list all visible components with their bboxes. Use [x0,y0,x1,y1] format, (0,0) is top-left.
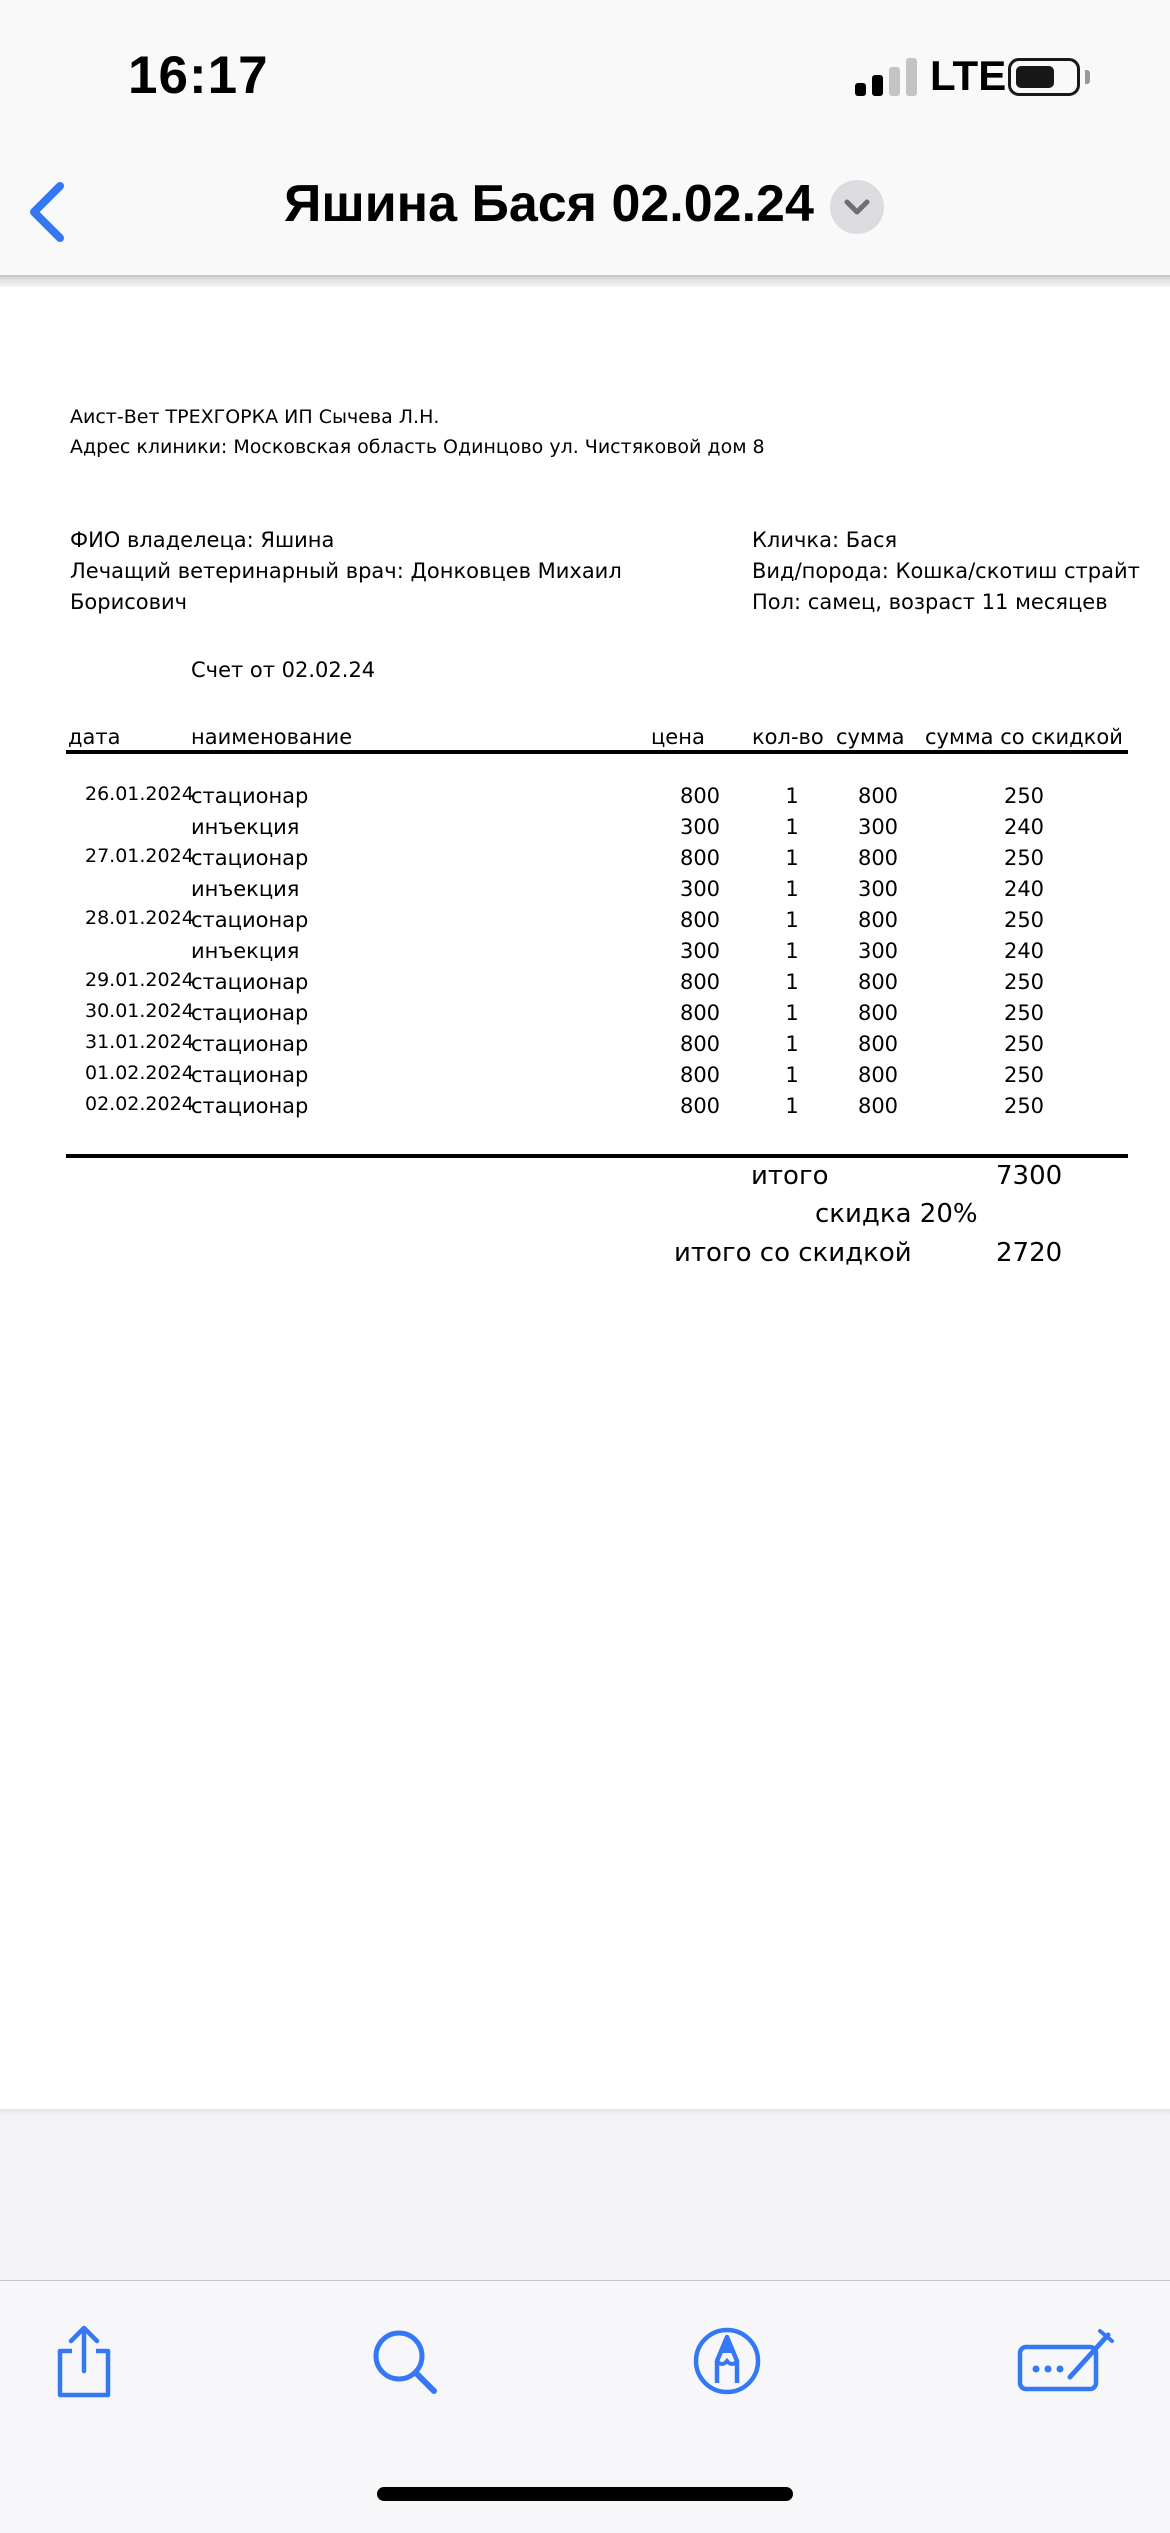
row-price: 300 [679,939,721,963]
total-label: итого [751,1161,829,1191]
row-discounted-sum: 240 [1003,877,1045,901]
total-discounted-value: 2720 [996,1238,1063,1268]
home-indicator[interactable] [377,2487,793,2501]
column-header-discounted: сумма со скидкой [925,725,1123,749]
network-type: LTE [930,52,1007,99]
row-item-name: стационар [191,1032,309,1056]
column-header-price: цена [651,725,705,749]
row-qty: 1 [785,939,799,963]
row-date: 02.02.2024 [85,1093,194,1115]
pet-name: Кличка: Бася [752,528,898,552]
row-item-name: инъекция [191,877,300,901]
row-qty: 1 [785,815,799,839]
header-rule [66,750,1128,754]
row-item-name: стационар [191,846,309,870]
row-qty: 1 [785,1063,799,1087]
row-qty: 1 [785,1001,799,1025]
row-item-name: стационар [191,1094,309,1118]
row-date: 27.01.2024 [85,845,194,867]
row-discounted-sum: 250 [1003,970,1045,994]
document-title[interactable]: Яшина Бася 02.02.24 [284,175,814,233]
row-discounted-sum: 250 [1003,846,1045,870]
row-discounted-sum: 250 [1003,1094,1045,1118]
signature-button[interactable] [1016,2321,1116,2401]
owner-name: ФИО владелеца: Яшина [70,528,335,552]
row-price: 800 [679,908,721,932]
row-sum: 800 [857,1094,899,1118]
row-date: 28.01.2024 [85,907,194,929]
search-icon [364,2321,444,2401]
row-discounted-sum: 250 [1003,1063,1045,1087]
row-price: 800 [679,1032,721,1056]
document-top-edge [0,277,1170,287]
row-date: 30.01.2024 [85,1000,194,1022]
title-menu-button[interactable] [830,180,884,234]
row-qty: 1 [785,846,799,870]
row-qty: 1 [785,877,799,901]
row-sum: 800 [857,1063,899,1087]
row-item-name: стационар [191,970,309,994]
row-price: 300 [679,877,721,901]
pet-breed: Вид/порода: Кошка/скотиш страйт [752,559,1140,583]
row-sum: 300 [857,939,899,963]
row-qty: 1 [785,970,799,994]
clinic-address: Адрес клиники: Московская область Одинцово ул. Чистяковой дом 8 [70,436,765,458]
row-date: 29.01.2024 [85,969,194,991]
battery-tip [1085,70,1090,84]
clinic-name: Аист-Вет ТРЕХГОРКА ИП Сычева Л.Н. [70,406,440,428]
row-sum: 800 [857,908,899,932]
chevron-down-icon [830,180,884,234]
status-bar [0,0,1170,150]
row-qty: 1 [785,1094,799,1118]
row-discounted-sum: 250 [1003,1001,1045,1025]
share-button[interactable] [44,2321,124,2401]
row-discounted-sum: 250 [1003,784,1045,808]
row-sum: 800 [857,970,899,994]
chevron-left-icon [20,170,80,250]
column-header-name: наименование [191,725,353,749]
share-icon [44,2321,124,2401]
row-price: 300 [679,815,721,839]
row-item-name: инъекция [191,815,300,839]
discount-label: скидка 20% [815,1199,978,1229]
column-header-qty: кол-во [752,725,824,749]
row-price: 800 [679,970,721,994]
row-price: 800 [679,1094,721,1118]
row-sum: 300 [857,877,899,901]
row-date: 01.02.2024 [85,1062,194,1084]
row-price: 800 [679,846,721,870]
doctor-name-line2: Борисович [70,590,188,614]
row-qty: 1 [785,908,799,932]
column-header-sum: сумма [836,725,905,749]
row-sum: 800 [857,1001,899,1025]
total-value: 7300 [996,1161,1063,1191]
invoice-title: Счет от 02.02.24 [191,658,376,682]
row-sum: 300 [857,815,899,839]
search-button[interactable] [364,2321,444,2401]
row-date: 26.01.2024 [85,783,194,805]
document-bottom-edge [0,2109,1170,2115]
totals-rule [66,1154,1128,1158]
row-sum: 800 [857,846,899,870]
invoice-document[interactable] [0,287,1170,2109]
row-qty: 1 [785,784,799,808]
back-button[interactable] [20,170,80,250]
column-header-date: дата [68,725,121,749]
row-price: 800 [679,1063,721,1087]
signature-icon [1016,2321,1116,2401]
row-item-name: стационар [191,908,309,932]
navigation-bar [0,150,1170,277]
row-discounted-sum: 240 [1003,815,1045,839]
row-item-name: стационар [191,1063,309,1087]
row-discounted-sum: 240 [1003,939,1045,963]
row-price: 800 [679,1001,721,1025]
row-item-name: инъекция [191,939,300,963]
row-item-name: стационар [191,784,309,808]
battery-icon [1008,58,1080,96]
row-price: 800 [679,784,721,808]
row-qty: 1 [785,1032,799,1056]
markup-button[interactable] [687,2321,767,2401]
row-sum: 800 [857,784,899,808]
doctor-name-line1: Лечащий ветеринарный врач: Донковцев Михаил [70,559,622,583]
cellular-signal-icon [855,58,917,96]
pet-sex-age: Пол: самец, возраст 11 месяцев [752,590,1108,614]
row-date: 31.01.2024 [85,1031,194,1053]
status-time: 16:17 [128,46,269,105]
markup-icon [687,2321,767,2401]
row-discounted-sum: 250 [1003,1032,1045,1056]
row-sum: 800 [857,1032,899,1056]
row-item-name: стационар [191,1001,309,1025]
row-discounted-sum: 250 [1003,908,1045,932]
total-discounted-label: итого со скидкой [674,1238,912,1268]
